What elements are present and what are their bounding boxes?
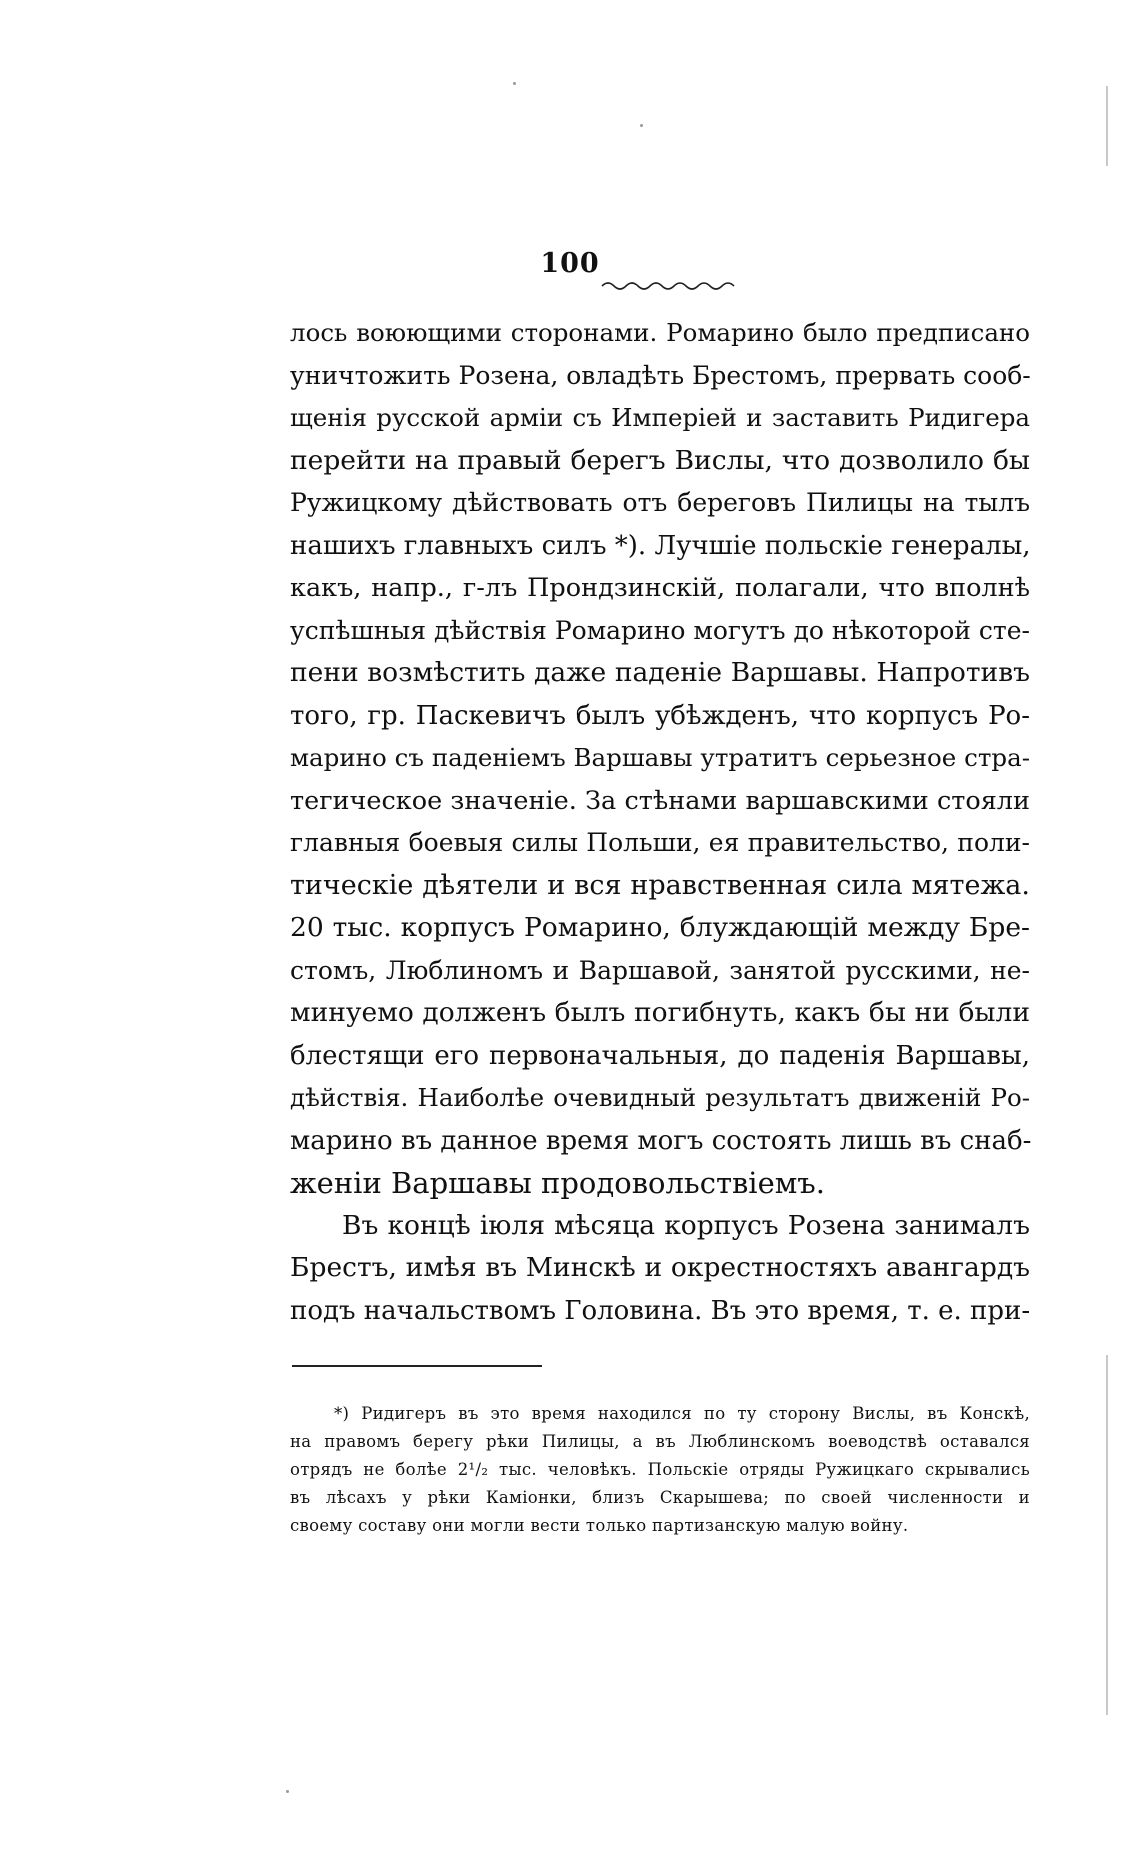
text-line: лось воюющими сторонами. Ромарино было предписано — [290, 318, 1030, 347]
text-line: стомъ, Люблиномъ и Варшавой, занятой русскими, не- — [290, 955, 1030, 985]
footnote — [290, 1400, 1030, 1540]
footnote-line: своему составу они могли вести только партизанскую малую войну. — [290, 1516, 909, 1535]
text-line: тегическое значеніе. За стѣнами варшавскими стояли — [290, 785, 1030, 816]
margin-scan-mark — [1106, 86, 1108, 166]
text-line: Брестъ, имѣя въ Минскѣ и окрестностяхъ авангардъ — [290, 1252, 1030, 1283]
text-line: марино въ данное время могъ состоять лишь въ снаб- — [290, 1125, 1032, 1156]
scan-speck — [640, 124, 643, 127]
text-line: тическіе дѣятели и вся нравственная сила мятежа. — [290, 869, 1030, 901]
text-line: уничтожить Розена, овладѣть Брестомъ, прервать сооб- — [290, 360, 1031, 390]
text-line: успѣшныя дѣйствія Ромарино могутъ до нѣкоторой сте- — [290, 615, 1030, 645]
page-number-ornament — [600, 278, 740, 292]
text-line: минуемо долженъ былъ погибнуть, какъ бы ни были — [290, 997, 1030, 1028]
text-line: перейти на правый берегъ Вислы, что дозволило бы — [290, 444, 1030, 476]
text-line: Въ концѣ іюля мѣсяца корпусъ Розена занималъ — [342, 1209, 1030, 1241]
text-line: нашихъ главныхъ силъ *). Лучшіе польскіе генералы, — [290, 530, 1031, 561]
text-line: 20 тыс. корпусъ Ромарино, блуждающій между Бре- — [290, 912, 1030, 943]
margin-scan-mark — [1106, 1355, 1108, 1715]
text-line: марино съ паденіемъ Варшавы утратитъ серьезное стра- — [290, 743, 1030, 772]
text-line: какъ, напр., г-лъ Прондзинскій, полагали, что вполнѣ — [290, 573, 1030, 603]
main-text — [290, 312, 1030, 1332]
text-line: главныя боевыя силы Польши, ея правительство, поли- — [290, 828, 1030, 857]
text-line: щенія русской арміи съ Имперіей и заставить Ридигера — [290, 403, 1030, 432]
scan-speck — [513, 82, 516, 85]
text-line: женіи Варшавы продовольствіемъ. — [290, 1166, 825, 1200]
footnote-line: на правомъ берегу рѣки Пилицы, а въ Люблинскомъ воеводствѣ оставался — [290, 1432, 1030, 1451]
footnote-line: въ лѣсахъ у рѣки Каміонки, близъ Скарышева; по своей численности и — [290, 1488, 1030, 1507]
text-line: пени возмѣстить даже паденіе Варшавы. Напротивъ — [290, 657, 1030, 688]
footnote-line: отрядъ не болѣе 2¹/₂ тыс. человѣкъ. Польскіе отряды Ружицкаго скрывались — [290, 1460, 1030, 1479]
text-line: дѣйствія. Наиболѣе очевидный результатъ движеній Ро- — [290, 1083, 1030, 1112]
footnote-separator — [292, 1365, 542, 1367]
text-line: того, гр. Паскевичъ былъ убѣжденъ, что корпусъ Ро- — [290, 700, 1030, 731]
text-line: подъ начальствомъ Головина. Въ это время, т. е. при- — [290, 1295, 1031, 1326]
footnote-line: *) Ридигеръ въ это время находился по ту сторону Вислы, въ Конскѣ, — [334, 1404, 1030, 1423]
page-number: 100 — [540, 248, 600, 279]
scan-speck — [286, 1790, 289, 1793]
text-line: Ружицкому дѣйствовать отъ береговъ Пилицы на тылъ — [290, 488, 1030, 517]
text-line: блестящи его первоначальныя, до паденія Варшавы, — [290, 1040, 1030, 1071]
